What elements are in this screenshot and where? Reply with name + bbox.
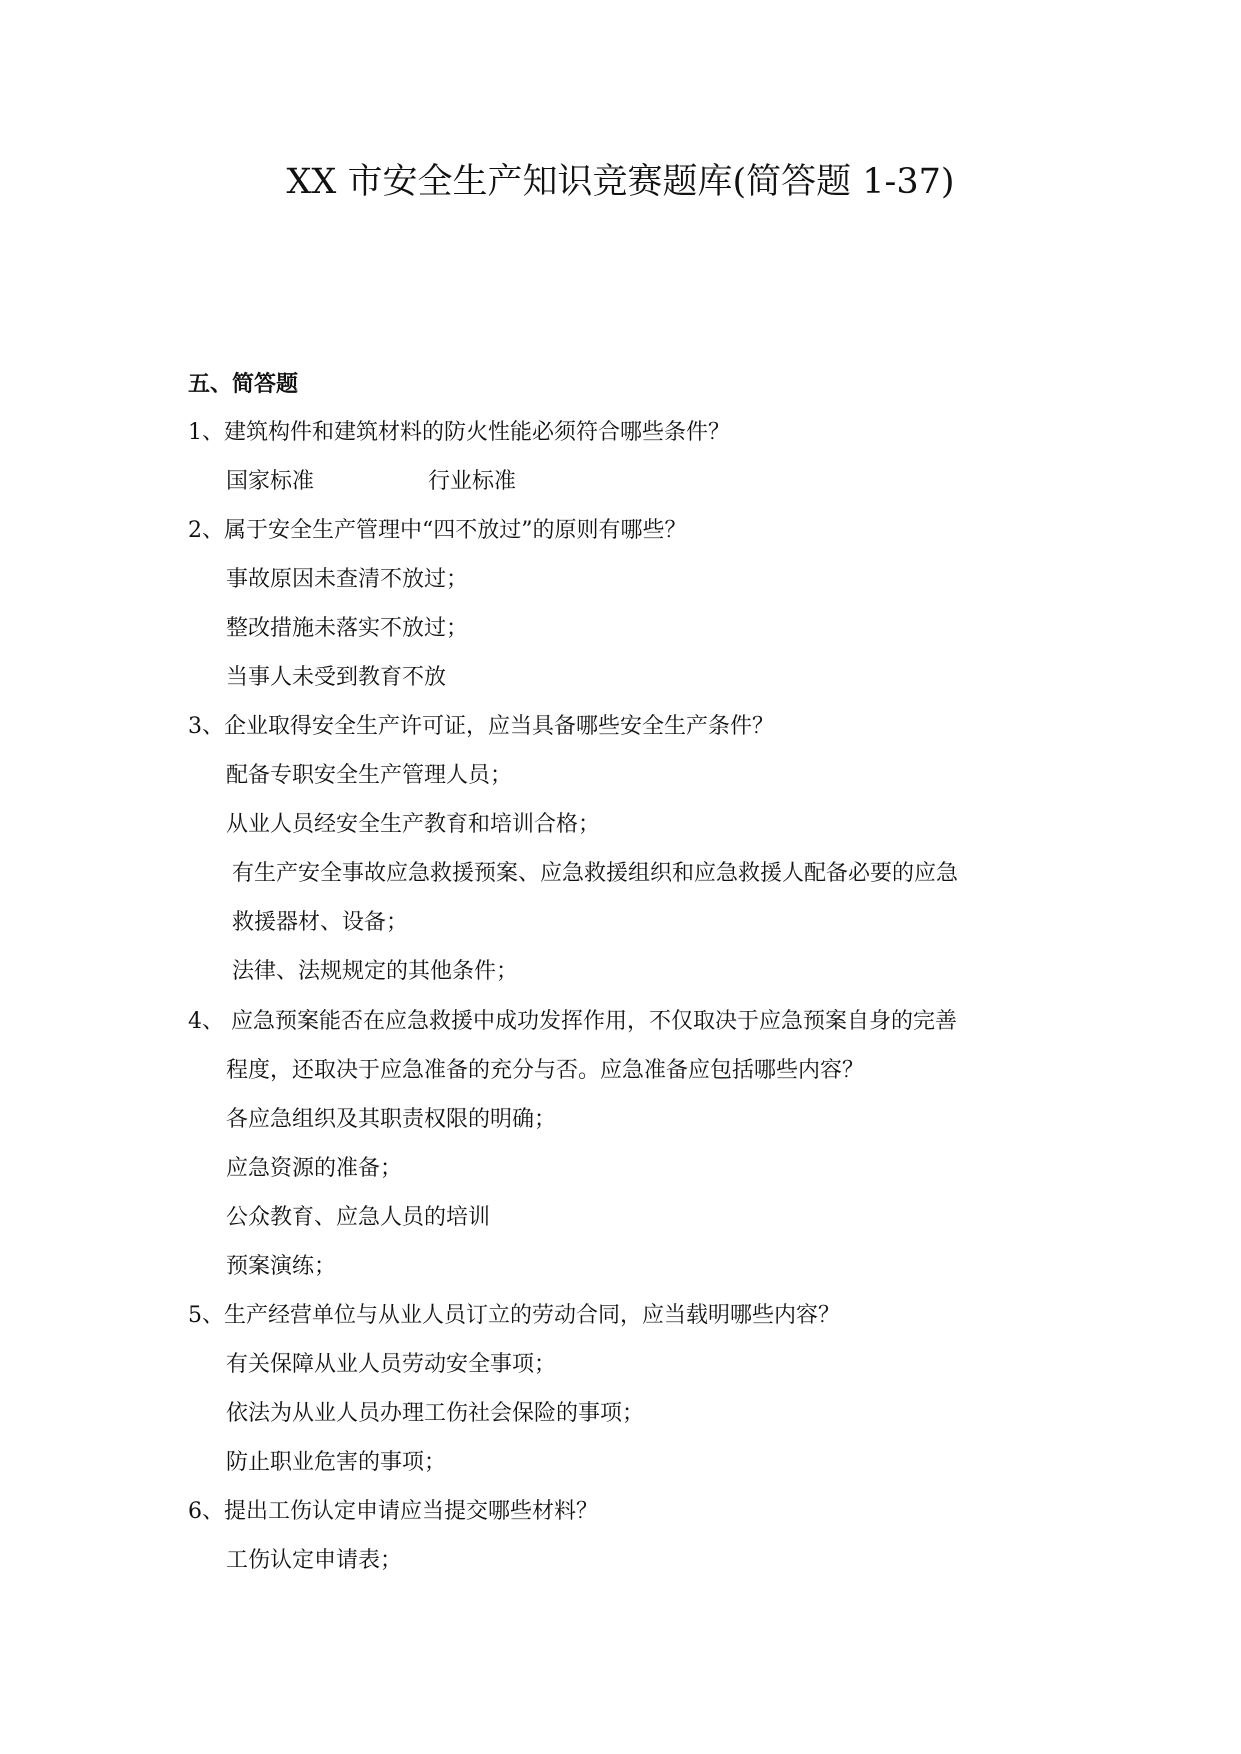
answer-5-2: 依法为从业人员办理工伤社会保险的事项； <box>226 1401 645 1426</box>
answer-4-2: 应急资源的准备； <box>226 1156 403 1181</box>
answer-3-3: 有生产安全事故应急救援预案、应急救援组织和应急救援人配备必要的应急 <box>232 861 959 886</box>
answer-4-3: 公众教育、应急人员的培训 <box>226 1205 491 1230</box>
page-title: XX 市安全生产知识竞赛题库(简答题 1-37) <box>286 162 955 202</box>
question-4-line-1: 4、 应急预案能否在应急救援中成功发挥作用，不仅取决于应急预案自身的完善 <box>188 1009 957 1034</box>
answer-3-4: 救援器材、设备； <box>232 910 409 935</box>
question-4-line-2: 程度，还取决于应急准备的充分与否。应急准备应包括哪些内容？ <box>226 1058 865 1083</box>
section-heading: 五、简答题 <box>188 372 299 397</box>
answer-6-1: 工伤认定申请表； <box>226 1548 403 1573</box>
answer-3-2: 从业人员经安全生产教育和培训合格； <box>226 812 601 837</box>
answer-1-1: 国家标准 <box>226 469 315 494</box>
question-3: 3、企业取得安全生产许可证，应当具备哪些安全生产条件？ <box>188 714 774 739</box>
answer-4-4: 预案演练； <box>226 1254 337 1279</box>
answer-5-3: 防止职业危害的事项； <box>226 1450 447 1475</box>
question-2: 2、属于安全生产管理中“四不放过”的原则有哪些？ <box>188 518 687 543</box>
answer-2-2: 整改措施未落实不放过； <box>226 616 469 641</box>
answer-5-1: 有关保障从业人员劳动安全事项； <box>226 1352 557 1377</box>
answer-2-3: 当事人未受到教育不放 <box>226 665 447 690</box>
question-5: 5、生产经营单位与从业人员订立的劳动合同，应当载明哪些内容？ <box>188 1303 840 1328</box>
question-6: 6、提出工伤认定申请应当提交哪些材料？ <box>188 1499 598 1524</box>
answer-3-1: 配备专职安全生产管理人员； <box>226 763 513 788</box>
question-1: 1、建筑构件和建筑材料的防火性能必须符合哪些条件？ <box>188 420 730 445</box>
answer-1-2: 行业标准 <box>428 469 517 494</box>
answer-2-1: 事故原因未查清不放过； <box>226 567 469 592</box>
answer-4-1: 各应急组织及其职责权限的明确； <box>226 1107 557 1132</box>
answer-3-5: 法律、法规规定的其他条件； <box>232 959 519 984</box>
